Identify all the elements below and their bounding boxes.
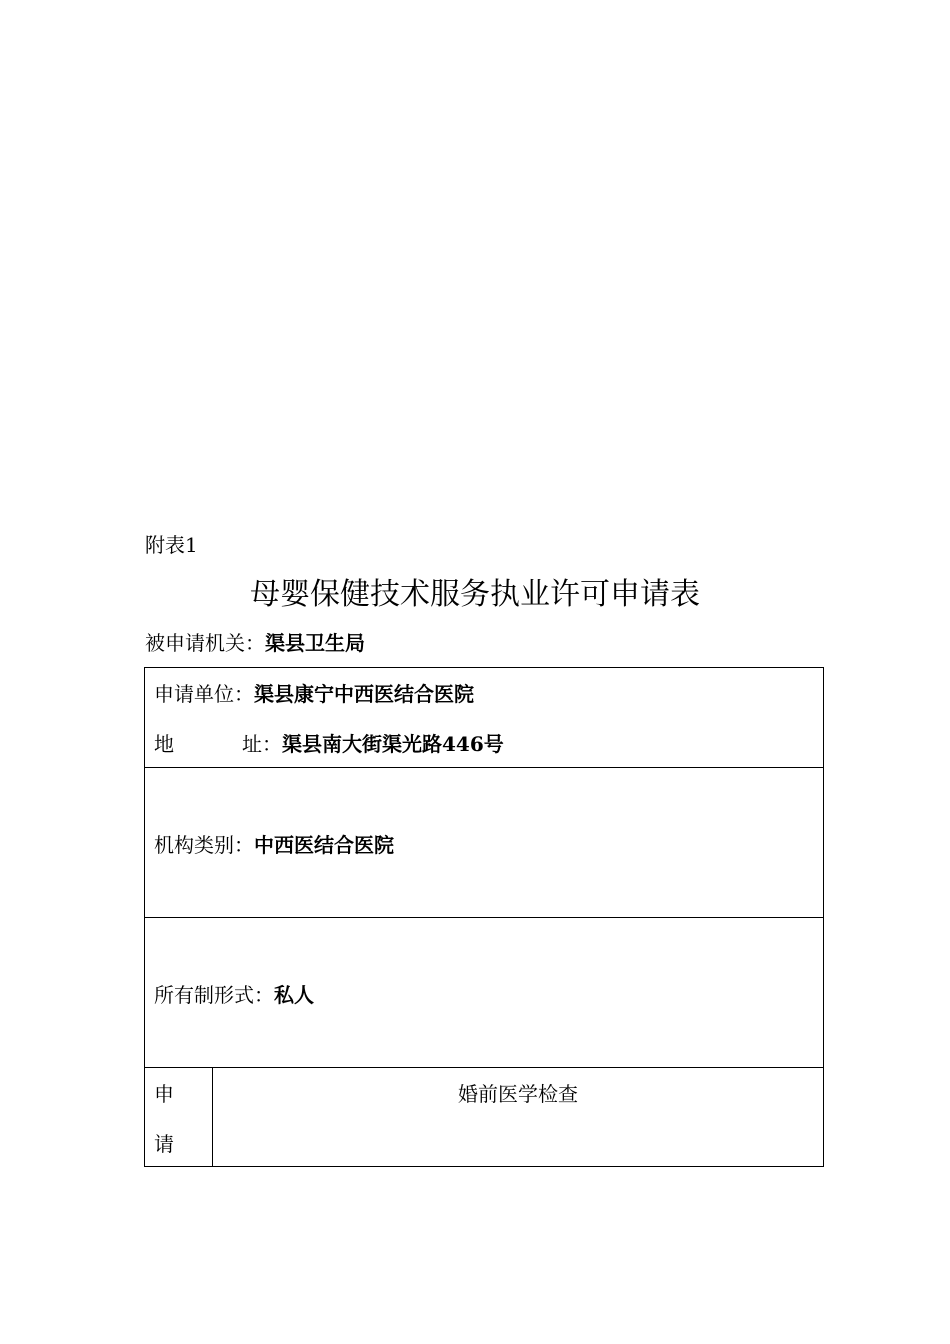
- applicant-value: 渠县康宁中西医结合医院: [254, 682, 474, 706]
- service-item: 婚前医学检查: [458, 1082, 578, 1106]
- page-title: 母婴保健技术服务执业许可申请表: [250, 577, 700, 612]
- category-label: 机构类别：: [154, 833, 254, 857]
- authority-line: [145, 629, 365, 657]
- apply-side-char-2: 请: [154, 1132, 174, 1156]
- apply-side-char-1: 申: [154, 1082, 174, 1106]
- ownership-value: 私人: [274, 983, 314, 1007]
- service-row: [145, 1068, 823, 1166]
- ownership-label: 所有制形式：: [154, 983, 274, 1007]
- address-label: 地 址: [154, 732, 262, 756]
- ownership-line: [154, 981, 314, 1009]
- applicant-row: [145, 668, 823, 768]
- category-value: 中西医结合医院: [254, 833, 394, 857]
- authority-value: 渠县卫生局: [265, 631, 365, 655]
- address-value: 渠县南大街渠光路446号: [282, 732, 504, 756]
- category-line: [154, 831, 394, 859]
- authority-label: 被申请机关：: [145, 631, 265, 655]
- address-colon: ：: [262, 732, 282, 756]
- category-row: [145, 768, 823, 918]
- ownership-row: [145, 918, 823, 1068]
- application-form-table: [144, 667, 824, 1167]
- apply-side-cell: [145, 1068, 213, 1166]
- address-line: [154, 730, 504, 758]
- applicant-line: [154, 680, 474, 708]
- appendix-label: 附表1: [145, 533, 198, 557]
- applicant-label: 申请单位：: [154, 682, 254, 706]
